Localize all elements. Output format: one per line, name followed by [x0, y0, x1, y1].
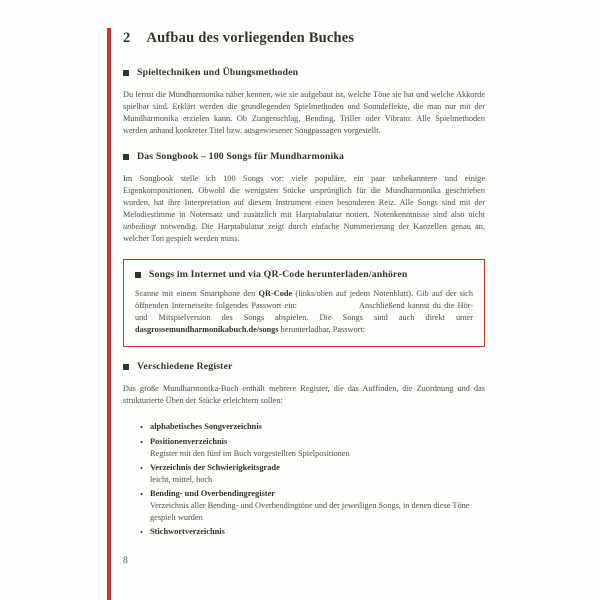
chapter-title: Aufbau des vorliegenden Buches	[146, 30, 355, 46]
list-item	[140, 462, 485, 486]
qr-box-text: herunterladbar, Passwort:	[278, 325, 366, 335]
section-marker-icon	[123, 70, 129, 76]
page-content	[123, 30, 485, 541]
section-heading-label: Das Songbook – 100 Songs für Mundharmonika	[137, 151, 345, 163]
list-item-description: Verzeichnis aller Bending- und Overbendingtöne und der jeweiligen Songs, in denen diese Töne gespielt wurden	[150, 501, 470, 523]
list-item-label: Positionenverzeichnis	[150, 436, 228, 446]
chapter-number: 2	[123, 30, 131, 46]
paragraph-spieltechniken: Du lernst die Mundharmonika näher kennen, wie sie aufgebaut ist, welche Töne sie hat und welche Akkorde spielbar sind. Erklärt werden die grundlegenden Spielmethoden und Soundeffekte, die man nur mit der Mundharmonika erzielen kann. Ob Zungenschlag, Bending, Triller oder Vibrato: Alle Spielmethoden werden anhand konkreter Titel bzw. ausgewiesener Songpassagen vorgestellt.	[123, 90, 485, 136]
bullet-icon: •	[140, 462, 143, 473]
qr-box-text: (links/oben auf jedem Notenblatt). Gib auf der sich öffnenden Internetseite folgendes Passwort ein:	[135, 289, 473, 311]
list-item-label: Stichwortverzeichnis	[150, 527, 225, 537]
paragraph-register: Das große Mundharmonika-Buch enthält mehrere Register, die das Auffinden, die Zuordnung und das strukturierte Üben der Stücke erleichtern sollen:	[123, 384, 485, 406]
register-list	[140, 421, 485, 538]
section-marker-icon	[123, 364, 129, 370]
list-item	[140, 526, 485, 538]
list-item-description: Register mit den fünf im Buch vorgestellten Spielpositionen	[150, 448, 350, 458]
page-number: 8	[123, 556, 128, 566]
chapter-heading	[123, 30, 485, 47]
list-item-description: leicht, mittel, hoch	[150, 474, 213, 484]
paragraph-songbook	[123, 173, 485, 245]
section-heading-register	[123, 361, 485, 372]
list-item	[140, 436, 485, 460]
bullet-icon: •	[140, 436, 143, 447]
section-heading-label: Songs im Internet und via QR-Code herunterladen/anhören	[149, 269, 408, 281]
section-heading-spieltechniken	[123, 67, 485, 78]
qr-box-text: Anschließend kannst du die Hör- und Mitspielversion des Songs abspielen. Die Songs sind auch direkt unter	[135, 301, 473, 323]
download-url-bold-text: dasgrossemundharmonikabuch.de/songs	[135, 325, 279, 335]
section-heading-qr-box	[135, 269, 473, 280]
songbook-text: notwendig. Die Harptabulatur zeigt durch einfache Nummerierung der Kanzellen genau an, welcher Ton gespielt werden muss.	[123, 222, 485, 244]
list-item-label: Bending- und Overbendingregister	[150, 488, 276, 498]
list-item-label: alphabetisches Songverzeichnis	[150, 422, 262, 432]
list-item-label: Verzeichnis der Schwierigkeitsgrade	[150, 462, 280, 472]
qr-code-bold-text: QR-Code	[258, 289, 293, 299]
list-item	[140, 488, 485, 524]
bullet-icon: •	[140, 488, 143, 499]
paragraph-qr-box	[135, 288, 473, 336]
section-heading-label: Verschiedene Register	[137, 361, 233, 373]
qr-code-info-box	[123, 259, 485, 347]
section-marker-icon	[123, 154, 129, 160]
bullet-icon: •	[140, 422, 143, 433]
section-marker-icon	[135, 272, 141, 278]
songbook-italic-text: unbedingt	[123, 222, 157, 232]
red-accent-rule	[107, 28, 111, 600]
bullet-icon: •	[140, 527, 143, 538]
section-heading-songbook	[123, 151, 485, 162]
list-item	[140, 421, 485, 433]
songbook-text: Im Songbook stelle ich 100 Songs vor: viele populäre, ein paar unbekanntere und einige Eigenkompositionen. Obwohl die wenigsten Stücke ursprünglich für die Mundharmonika geschrieben wurden, hat ihre Interpretation auf diesem Instrument einen besonderen Reiz. Alle Songs sind mit der Melodiestimme in Notensatz und zusätzlich mit Harptabulatur notiert. Notenkenntnisse sind also nicht	[123, 174, 485, 220]
section-heading-label: Spieltechniken und Übungsmethoden	[137, 67, 299, 78]
qr-box-text: Scanne mit einem Smartphone den	[135, 289, 259, 299]
